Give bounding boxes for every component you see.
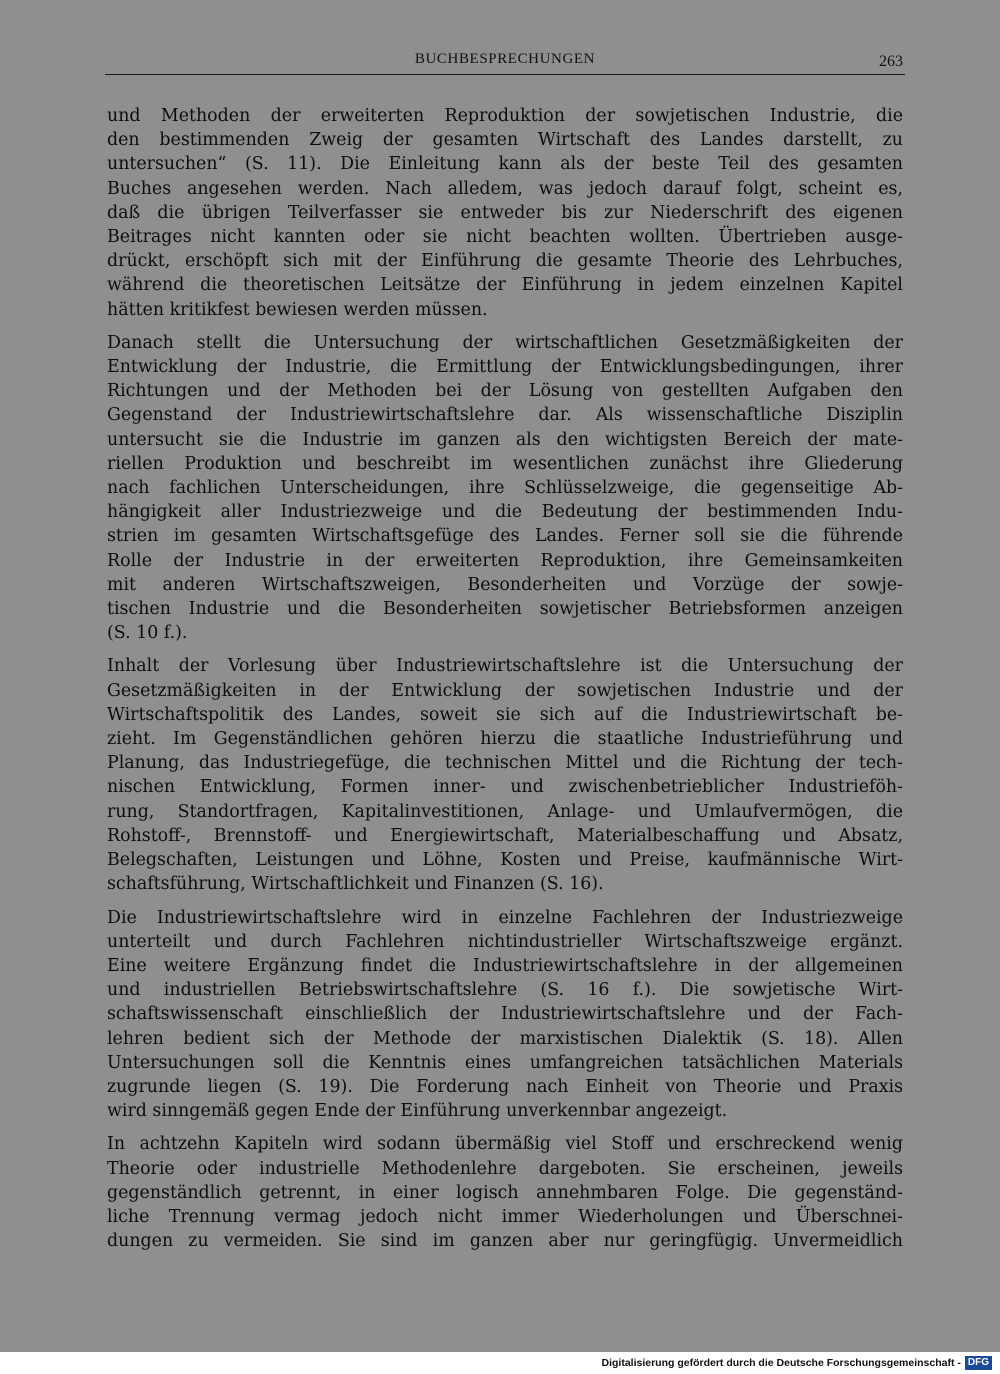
- text-line: und Methoden der erweiterten Reproduktion der sowjetischen Industrie, die: [107, 106, 903, 126]
- text-line: zieht. Im Gegenständlichen gehören hierzu die staatliche Industrieführung und: [107, 729, 903, 750]
- text-line: wird sinngemäß gegen Ende der Einführung unverkennbar angezeigt.: [107, 1101, 728, 1122]
- text-line: hätten kritikfest bewiesen werden müssen.: [107, 299, 488, 320]
- text-line: Belegschaften, Leistungen und Löhne, Kosten und Preise, kaufmännische Wirt-: [107, 850, 903, 871]
- text-line: strien im gesamten Wirtschaftsgefüge des Landes. Ferner soll sie die führende: [107, 526, 903, 547]
- text-line: Planung, das Industriegefüge, die technischen Mittel und die Richtung der tech-: [107, 753, 903, 774]
- running-head: BUCHBESPRECHUNGEN: [414, 51, 596, 67]
- page-header: [105, 50, 905, 75]
- text-line: dungen zu vermeiden. Sie sind im ganzen aber nur geringfügig. Unvermeidlich: [107, 1231, 903, 1252]
- text-line: Danach stellt die Untersuchung der wirtschaftlichen Gesetzmäßigkeiten der: [107, 332, 903, 353]
- text-line: gegenständlich getrennt, in einer logisch annehmbaren Folge. Die gegenständ-: [107, 1182, 903, 1203]
- text-line: Gesetzmäßigkeiten in der Entwicklung der sowjetischen Industrie und der: [107, 680, 903, 701]
- text-line: Rohstoff-, Brennstoff- und Energiewirtschaft, Materialbeschaffung und Absatz,: [107, 825, 903, 846]
- text-line: Wirtschaftspolitik des Landes, soweit sie sich auf die Industriewirtschaft be-: [107, 704, 903, 725]
- text-line: nach fachlichen Unterscheidungen, ihre Schlüsselzweige, die gegenseitige Ab-: [107, 478, 903, 499]
- text-line: tischen Industrie und die Besonderheiten sowjetischer Betriebsformen anzeigen: [107, 599, 903, 620]
- text-line: rung, Standortfragen, Kapitalinvestitionen, Anlage- und Umlaufvermögen, die: [107, 801, 903, 822]
- text-line: während die theoretischen Leitsätze der Einführung in jedem einzelnen Kapitel: [107, 275, 903, 296]
- text-line: liche Trennung vermag jedoch nicht immer Wiederholungen und Überschnei-: [107, 1206, 903, 1227]
- text-line: Beitrages nicht kannten oder sie nicht beachten wollten. Übertrieben ausge-: [107, 227, 903, 248]
- text-line: Theorie oder industrielle Methodenlehre dargeboten. Sie erscheinen, jeweils: [107, 1158, 903, 1179]
- paragraph: [107, 654, 903, 896]
- paragraph: [107, 1132, 903, 1253]
- text-line: riellen Produktion und beschreibt im wesentlichen zunächst ihre Gliederung: [107, 453, 903, 474]
- text-line: Richtungen und der Methoden bei der Lösung von gestellten Aufgaben den: [107, 381, 903, 402]
- text-line: schaftsführung, Wirtschaftlichkeit und Finanzen (S. 16).: [107, 874, 604, 895]
- text-line: unterteilt und durch Fachlehren nichtindustrieller Wirtschaftszweige ergänzt.: [107, 931, 903, 952]
- paragraph: [107, 906, 903, 1124]
- page-number: 263: [879, 53, 903, 70]
- paragraph: [107, 104, 903, 322]
- text-line: mit anderen Wirtschaftszweigen, Besonderheiten und Vorzüge der sowje-: [107, 574, 903, 595]
- text-line: In achtzehn Kapiteln wird sodann übermäßig viel Stoff und erschreckend wenig: [107, 1134, 903, 1155]
- text-line: Rolle der Industrie in der erweiterten Reproduktion, ihre Gemeinsamkeiten: [107, 550, 903, 571]
- body-text: [107, 104, 903, 1262]
- text-line: Entwicklung der Industrie, die Ermittlung der Entwicklungsbedingungen, ihrer: [107, 357, 903, 378]
- text-line: und industriellen Betriebswirtschaftslehre (S. 16 f.). Die sowjetische Wirt-: [107, 980, 903, 1001]
- text-line: Gegenstand der Industriewirtschaftslehre dar. Als wissenschaftliche Disziplin: [107, 405, 903, 426]
- paragraph: [107, 331, 903, 646]
- text-line: zugrunde liegen (S. 19). Die Forderung nach Einheit von Theorie und Praxis: [107, 1076, 903, 1097]
- dfg-logo: DFG: [965, 1356, 992, 1370]
- text-line: daß die übrigen Teilverfasser sie entweder bis zur Niederschrift des eigenen: [107, 202, 903, 223]
- footer: [602, 1354, 993, 1372]
- text-line: schaftswissenschaft einschließlich der Industriewirtschaftslehre und der Fach-: [107, 1004, 903, 1025]
- text-line: lehren bedient sich der Methode der marxistischen Dialektik (S. 18). Allen: [107, 1028, 903, 1049]
- text-line: Die Industriewirtschaftslehre wird in einzelne Fachlehren der Industriezweige: [107, 907, 903, 928]
- text-line: untersucht sie die Industrie im ganzen als den wichtigsten Bereich der mate-: [107, 429, 903, 450]
- text-line: nischen Entwicklung, Formen inner- und zwischenbetrieblicher Industrieföh-: [107, 777, 903, 798]
- text-line: Eine weitere Ergänzung findet die Industriewirtschaftslehre in der allgemeinen: [107, 955, 903, 976]
- footer-credit: Digitalisierung gefördert durch die Deutsche Forschungsgemeinschaft -: [601, 1357, 961, 1369]
- text-line: drückt, erschöpft sich mit der Einführung die gesamte Theorie des Lehrbuches,: [107, 251, 903, 272]
- text-line: untersuchen“ (S. 11). Die Einleitung kann als der beste Teil des gesamten: [107, 154, 903, 175]
- text-line: Untersuchungen soll die Kenntnis eines umfangreichen tatsächlichen Materials: [107, 1052, 903, 1073]
- text-line: Buches angesehen werden. Nach alledem, was jedoch darauf folgt, scheint es,: [107, 178, 903, 199]
- text-line: hängigkeit aller Industriezweige und die Bedeutung der bestimmenden Indu-: [107, 502, 903, 523]
- text-line: den bestimmenden Zweig der gesamten Wirtschaft des Landes darstellt, zu: [107, 130, 903, 151]
- text-line: (S. 10 f.).: [107, 623, 188, 644]
- text-line: Inhalt der Vorlesung über Industriewirtschaftslehre ist die Untersuchung der: [107, 656, 903, 677]
